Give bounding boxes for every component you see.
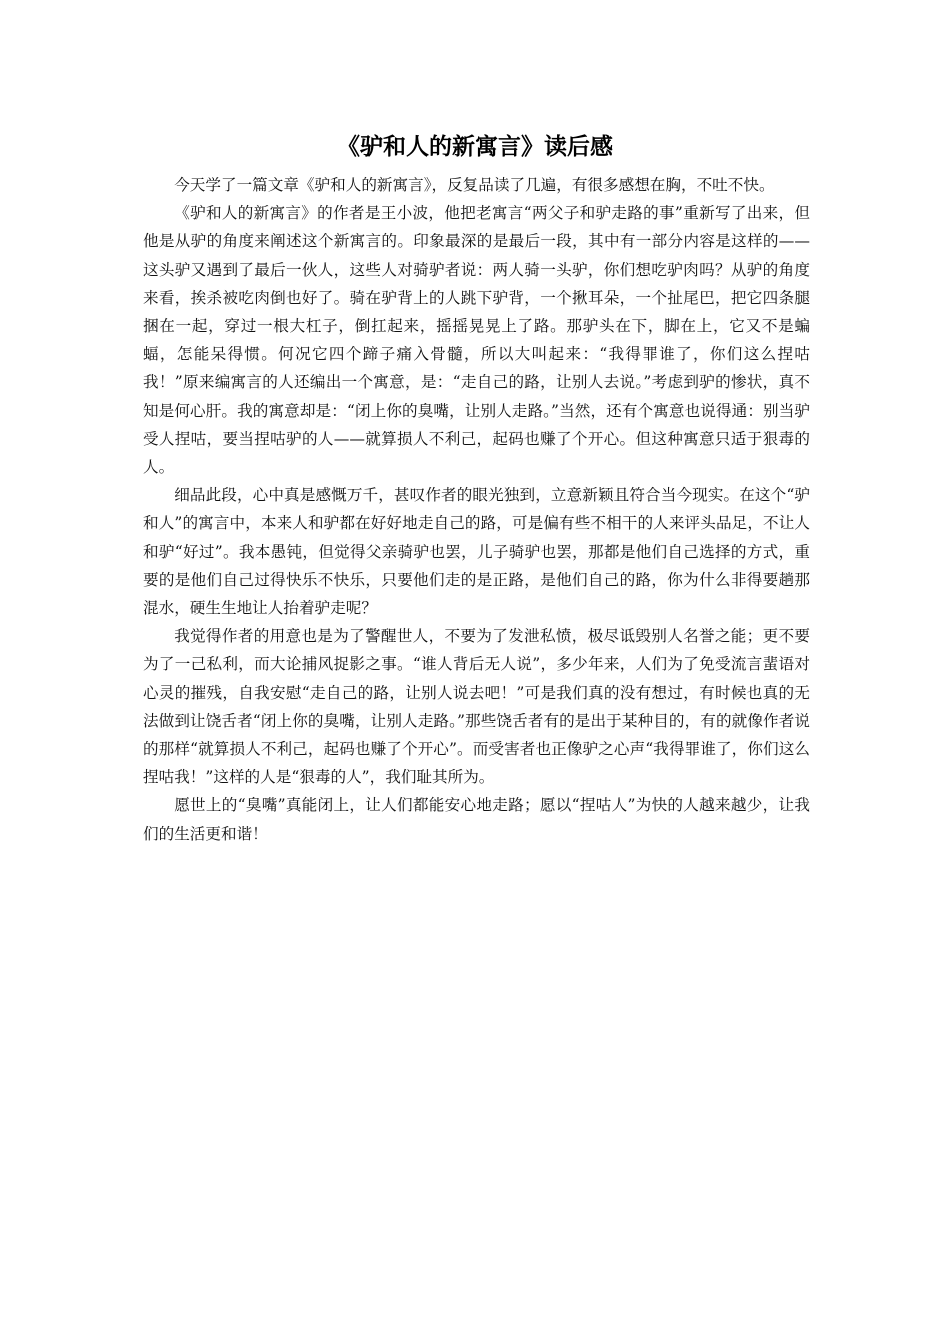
paragraph-author-intent: 我觉得作者的用意也是为了警醒世人，不要为了发泄私愤，极尽诋毁别人名誉之能；更不要为了一己私利，而大论捕风捉影之事。“谁人背后无人说”，多少年来，人们为了免受流言蜚语对心灵的摧残，自我安慰“走自己的路，让别人说去吧！”可是我们真的没有想过，有时候也真的无法做到让饶舌者“闭上你的臭嘴，让别人走路。”那些饶舌者有的是出于某种目的，有的就像作者说的那样“就算损人不利己，起码也赚了个开心”。而受害者也正像驴之心声“我得罪谁了，你们这么捏咕我！”这样的人是“狠毒的人”，我们耻其所为。 <box>143 627 810 787</box>
paragraph-intro: 今天学了一篇文章《驴和人的新寓言》，反复品读了几遍，有很多感想在胸，不吐不快。 <box>174 176 775 194</box>
paragraph-conclusion: 愿世上的“臭嘴”真能闭上，让人们都能安心地走路；愿以“捏咕人”为快的人越来越少，让我们的生活更和谐！ <box>143 796 810 843</box>
page-title: 《驴和人的新寓言》读后感 <box>337 133 613 160</box>
paragraph-summary: 《驴和人的新寓言》的作者是王小波，他把老寓言“两父子和驴走路的事”重新写了出来，但他是从驴的角度来阐述这个新寓言的。印象最深的是最后一段，其中有一部分内容是这样的——这头驴又遇到了最后一伙人，这些人对骑驴者说：两人骑一头驴，你们想吃驴肉吗？从驴的角度来看，挨杀被吃肉倒也好了。骑在驴背上的人跳下驴背，一个揪耳朵，一个扯尾巴，把它四条腿捆在一起，穿过一根大杠子，倒扛起来，摇摇晃晃上了路。那驴头在下，脚在上，它又不是蝙蝠，怎能呆得惯。何况它四个蹄子痛入骨髓，所以大叫起来：“我得罪谁了，你们这么捏咕我！”原来编寓言的人还编出一个寓意，是：“走自己的路，让别人去说。”考虑到驴的惨状，真不知是何心肝。我的寓意却是：“闭上你的臭嘴，让别人走路。”当然，还有个寓意也说得通：别当驴受人捏咕，要当捏咕驴的人——就算损人不利己，起码也赚了个开心。但这种寓意只适于狠毒的人。 <box>143 204 810 477</box>
paragraph-reflection: 细品此段，心中真是感慨万千，甚叹作者的眼光独到，立意新颖且符合当今现实。在这个“驴和人”的寓言中，本来人和驴都在好好地走自己的路，可是偏有些不相干的人来评头品足，不让人和驴“好过”。我本愚钝，但觉得父亲骑驴也罢，儿子骑驴也罢，那都是他们自己选择的方式，重要的是他们自己过得快乐不快乐，只要他们走的是正路，是他们自己的路，你为什么非得要趟那混水，硬生生地让人抬着驴走呢？ <box>143 486 810 618</box>
article-body <box>143 171 810 848</box>
